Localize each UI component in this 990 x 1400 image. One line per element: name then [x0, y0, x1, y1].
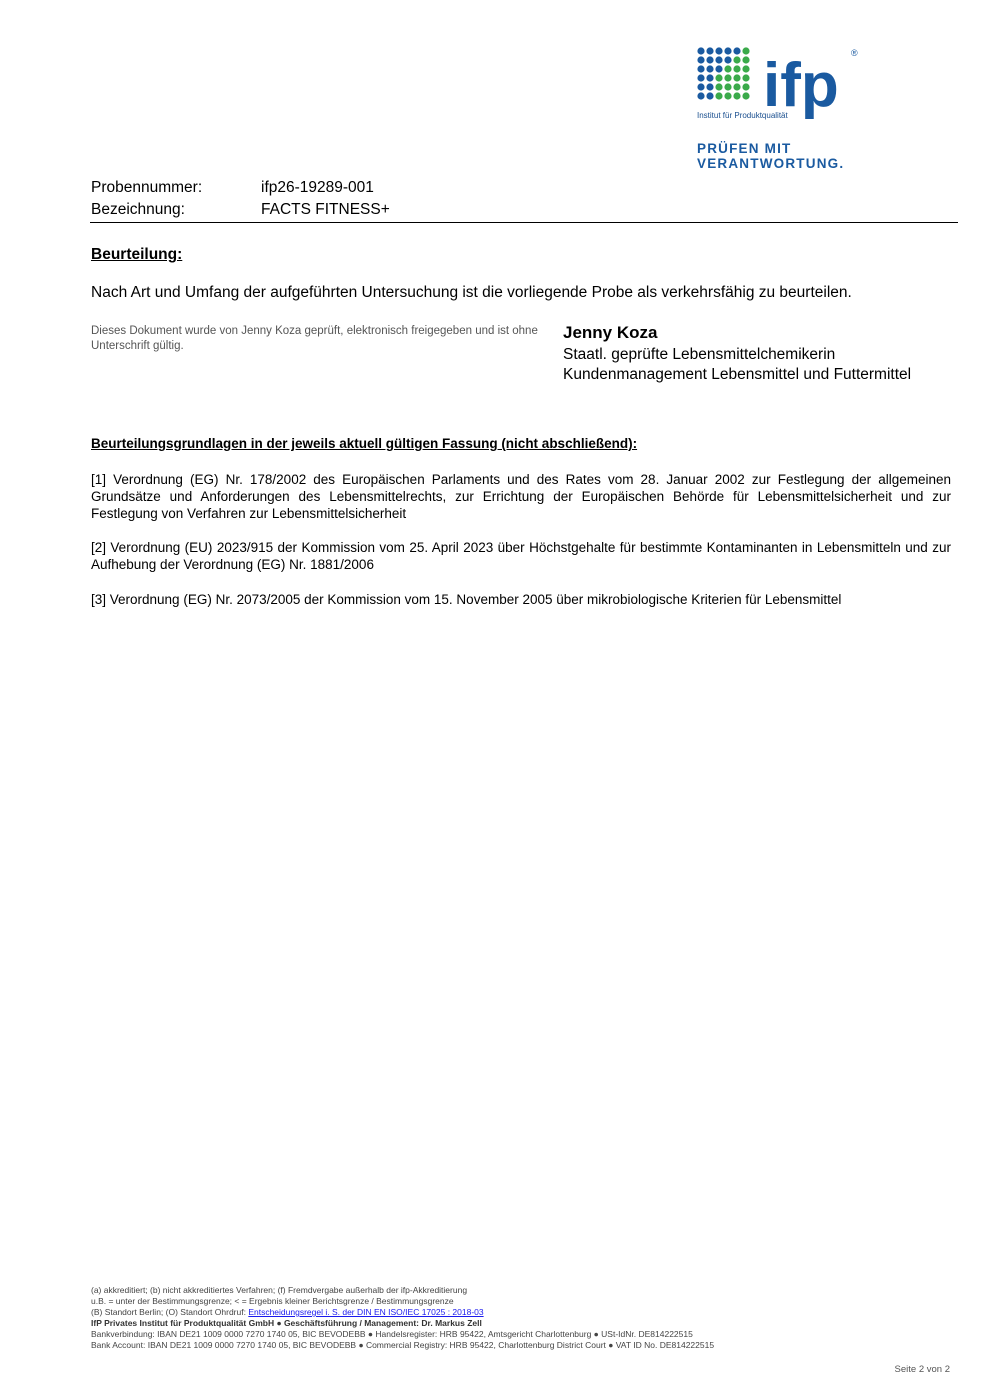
signer-name: Jenny Koza	[563, 323, 658, 342]
logo-dot	[706, 92, 713, 99]
header-divider	[90, 222, 958, 223]
logo-dot	[724, 92, 731, 99]
logo-dot	[715, 74, 722, 81]
reference-item: [1] Verordnung (EG) Nr. 178/2002 des Europäischen Parlaments und des Rates vom 28. Januar 2002 zur Festlegung der allgemeinen Grundsätze und Anforderungen des Lebensmittelrechts, zur Errichtung der Europäischen Behörde für Lebensmittelsicherheit und zur Festlegung von Verfahren zur Lebensmittelsicherheit	[91, 472, 951, 521]
logo-dot	[697, 83, 704, 90]
sample-number-value: ifp26-19289-001	[261, 179, 374, 196]
footer	[91, 1285, 714, 1351]
logo-dot	[697, 47, 704, 54]
sample-name-row	[91, 201, 390, 219]
logo-dot	[715, 65, 722, 72]
footer-legend-line: (a) akkreditiert; (b) nicht akkreditiertes Verfahren; (f) Fremdvergabe außerhalb der ifp-Akkreditierung	[91, 1285, 468, 1295]
footer-bank-line-de: Bankverbindung: IBAN DE21 1009 0000 7270 1740 05, BIC BEVODEBB ● Handelsregister: HRB 95422, Amtsgericht Charlottenburg ● USt-IdNr. DE814222515	[91, 1329, 693, 1339]
logo-dot	[706, 65, 713, 72]
logo-dot	[724, 56, 731, 63]
logo-dot	[715, 92, 722, 99]
sample-name-label: Bezeichnung:	[91, 201, 185, 218]
logo-dot	[724, 74, 731, 81]
logo-dot-grid	[697, 47, 749, 99]
approval-note: Dieses Dokument wurde von Jenny Koza geprüft, elektronisch freigegeben und ist ohne Unterschrift gültig.	[91, 325, 538, 352]
logo-subtitle: Institut für Produktqualität	[697, 111, 788, 120]
logo-dot	[724, 83, 731, 90]
slogan	[697, 141, 844, 171]
logo-dot	[724, 65, 731, 72]
logo-dot	[733, 74, 740, 81]
assessment-text: Nach Art und Umfang der aufgeführten Untersuchung ist die vorliegende Probe als verkehrsfähig zu beurteilen.	[91, 284, 852, 301]
logo-dot	[706, 47, 713, 54]
logo-dot	[715, 83, 722, 90]
sample-number-label: Probennummer:	[91, 179, 203, 196]
slogan-line-1: PRÜFEN MIT	[697, 141, 792, 156]
basis-heading: Beurteilungsgrundlagen in der jeweils aktuell gültigen Fassung (nicht abschließend):	[91, 436, 638, 451]
logo-dot	[706, 56, 713, 63]
logo-dot	[742, 65, 749, 72]
logo-registered-mark: ®	[851, 48, 858, 58]
footer-site-line	[91, 1307, 714, 1318]
logo-dot	[742, 92, 749, 99]
logo-dot	[724, 47, 731, 54]
logo-dot	[715, 56, 722, 63]
logo-dot	[697, 65, 704, 72]
logo-dot	[697, 56, 704, 63]
logo-dot	[733, 47, 740, 54]
logo-dot	[697, 92, 704, 99]
logo-dot	[733, 92, 740, 99]
logo-dot	[697, 74, 704, 81]
decision-rule-link[interactable]: Entscheidungsregel i. S. der DIN EN ISO/IEC 17025 : 2018-03	[248, 1307, 484, 1317]
assessment-heading: Beurteilung:	[91, 246, 183, 263]
slogan-line-2: VERANTWORTUNG.	[697, 156, 845, 171]
footer-bank-line-en: Bank Account: IBAN DE21 1009 0000 7270 1740 05, BIC BEVODEBB ● Commercial Registry: HRB 95422, Charlottenburg District Court ● VAT ID No. DE814222515	[91, 1340, 715, 1350]
sample-name-value: FACTS FITNESS+	[261, 201, 390, 218]
reference-item: [2] Verordnung (EU) 2023/915 der Kommission vom 25. April 2023 über Höchstgehalte für bestimmte Kontaminanten in Lebensmitteln und zur Aufhebung der Verordnung (EG) Nr. 1881/2006	[91, 540, 951, 572]
logo-dot	[742, 56, 749, 63]
signer-department: Kundenmanagement Lebensmittel und Futtermittel	[563, 366, 912, 383]
logo-dot	[715, 47, 722, 54]
logo-dot	[742, 47, 749, 54]
logo-dot	[706, 83, 713, 90]
logo-dot	[742, 83, 749, 90]
reference-item: [3] Verordnung (EG) Nr. 2073/2005 der Kommission vom 15. November 2005 über mikrobiologische Kriterien für Lebensmittel	[91, 592, 842, 607]
page-number: Seite 2 von 2	[894, 1364, 950, 1375]
logo-dot	[733, 65, 740, 72]
logo-brand-text: ifp	[763, 51, 839, 120]
footer-abbrev-line: u.B. = unter der Bestimmungsgrenze; < = Ergebnis kleiner Berichtsgrenze / Bestimmungsgrenze	[91, 1296, 454, 1306]
sample-number-row	[91, 179, 374, 197]
logo-dot	[742, 74, 749, 81]
logo-dot	[733, 56, 740, 63]
logo-dot	[706, 74, 713, 81]
logo-dot	[733, 83, 740, 90]
footer-company-line: IfP Privates Institut für Produktqualität GmbH ● Geschäftsführung / Management: Dr. Markus Zell	[91, 1318, 482, 1328]
signer-title: Staatl. geprüfte Lebensmittelchemikerin	[563, 346, 836, 363]
footer-site-text: (B) Standort Berlin; (O) Standort Ohrdruf:	[91, 1307, 249, 1317]
